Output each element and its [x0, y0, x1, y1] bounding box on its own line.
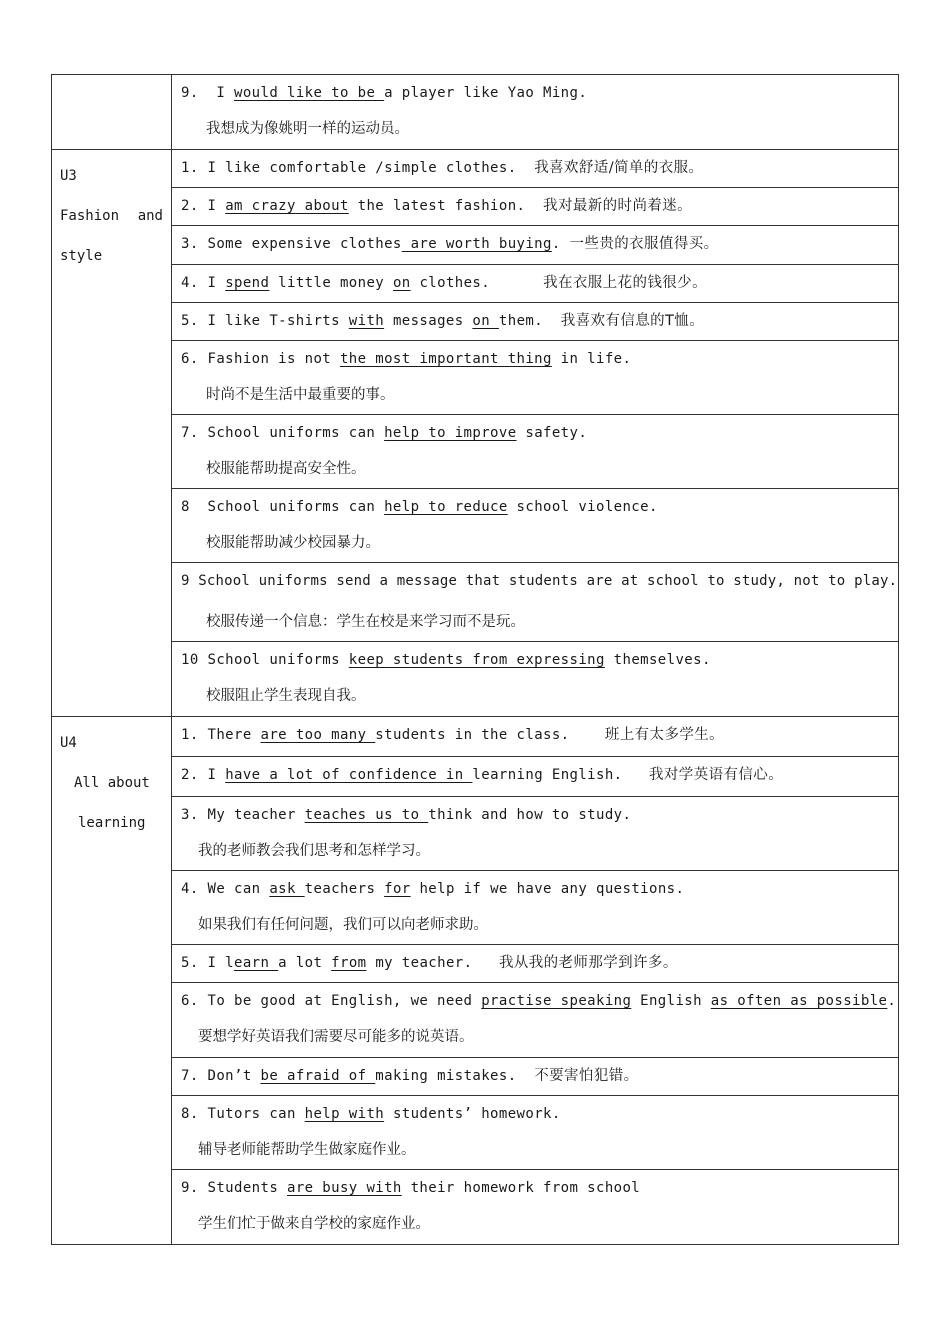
table-row — [52, 871, 899, 945]
translation: 时尚不是生活中最重要的事。 — [206, 387, 395, 403]
table-row — [52, 1058, 899, 1096]
sentence-cell: 8 School uniforms can help to reduce school violence. 校服能帮助减少校园暴力。 — [172, 489, 899, 563]
table-row — [52, 717, 899, 757]
table-row — [52, 489, 899, 563]
translation: 如果我们有任何问题，我们可以向老师求助。 — [198, 917, 488, 933]
unit-label: U4 — [60, 735, 77, 751]
sentence-cell: 4. We can ask teachers for help if we have any questions. 如果我们有任何问题，我们可以向老师求助。 — [172, 871, 899, 945]
sentence-cell: 5. I learn a lot from my teacher. 我从我的老师那学到许多。 — [172, 945, 899, 983]
sentence-cell: 6. Fashion is not the most important thing in life. 时尚不是生活中最重要的事。 — [172, 341, 899, 415]
unit-title-cont: learning — [78, 815, 146, 831]
table-row — [52, 341, 899, 415]
unit-title: Fashion and — [60, 208, 163, 224]
sentence-cell: 9 School uniforms send a message that students are at school to study, not to play. 校服传递一个信息：学生在校是来学习而不是玩。 — [172, 563, 899, 642]
translation: 我的老师教会我们思考和怎样学习。 — [198, 843, 430, 859]
sentence-cell: 3. My teacher teaches us to think and how to study. 我的老师教会我们思考和怎样学习。 — [172, 797, 899, 871]
table-row — [52, 983, 899, 1058]
sentence-cell: 5. I like T-shirts with messages on them. 我喜欢有信息的T恤。 — [172, 303, 899, 341]
sentence-cell: 6. To be good at English, we need practise speaking English as often as possible. 要想学好英语我们需要尽可能多的说英语。 — [172, 983, 899, 1058]
unit-cell-u4 — [52, 717, 172, 1245]
table-row — [52, 75, 899, 150]
unit-cell-u3 — [52, 150, 172, 717]
sentence-cell: 8. Tutors can help with students’ homework. 辅导老师能帮助学生做家庭作业。 — [172, 1096, 899, 1170]
table-row — [52, 188, 899, 226]
table-row — [52, 642, 899, 717]
sentence-cell: 2. I am crazy about the latest fashion. 我对最新的时尚着迷。 — [172, 188, 899, 226]
sentence-table — [51, 74, 899, 1245]
translation: 校服阻止学生表现自我。 — [206, 688, 366, 704]
sentence-cell: 2. I have a lot of confidence in learning English. 我对学英语有信心。 — [172, 757, 899, 797]
unit-title: All about — [74, 775, 150, 791]
table-row — [52, 303, 899, 341]
table-row — [52, 1096, 899, 1170]
sentence-cell: 10 School uniforms keep students from expressing themselves. 校服阻止学生表现自我。 — [172, 642, 899, 717]
table-row — [52, 265, 899, 303]
table-row — [52, 563, 899, 642]
table-row — [52, 415, 899, 489]
table-row — [52, 226, 899, 265]
unit-title-cont: style — [60, 248, 103, 264]
sentence-cell: 7. School uniforms can help to improve safety. 校服能帮助提高安全性。 — [172, 415, 899, 489]
unit-label: U3 — [60, 168, 77, 184]
sentence-cell: 7. Don’t be afraid of making mistakes. 不要害怕犯错。 — [172, 1058, 899, 1096]
sentence-cell: 9. Students are busy with their homework from school 学生们忙于做来自学校的家庭作业。 — [172, 1170, 899, 1245]
table-row — [52, 945, 899, 983]
sentence-cell: 9. I would like to be a player like Yao Ming. 我想成为像姚明一样的运动员。 — [172, 75, 899, 150]
translation: 辅导老师能帮助学生做家庭作业。 — [198, 1142, 416, 1158]
table-row — [52, 150, 899, 188]
sentence-cell: 1. I like comfortable /simple clothes. 我喜欢舒适/简单的衣服。 — [172, 150, 899, 188]
table-row — [52, 757, 899, 797]
sentence-cell: 3. Some expensive clothes are worth buying. 一些贵的衣服值得买。 — [172, 226, 899, 265]
translation: 我想成为像姚明一样的运动员。 — [206, 121, 409, 137]
translation: 学生们忙于做来自学校的家庭作业。 — [198, 1216, 430, 1232]
translation: 要想学好英语我们需要尽可能多的说英语。 — [198, 1029, 474, 1045]
sentence-cell: 1. There are too many students in the class. 班上有太多学生。 — [172, 717, 899, 757]
table-row — [52, 797, 899, 871]
translation: 校服能帮助提高安全性。 — [206, 461, 366, 477]
translation: 校服传递一个信息：学生在校是来学习而不是玩。 — [206, 614, 525, 630]
sentence-cell: 4. I spend little money on clothes. 我在衣服上花的钱很少。 — [172, 265, 899, 303]
translation: 校服能帮助减少校园暴力。 — [206, 535, 380, 551]
table-row — [52, 1170, 899, 1245]
unit-cell-empty — [52, 75, 172, 150]
